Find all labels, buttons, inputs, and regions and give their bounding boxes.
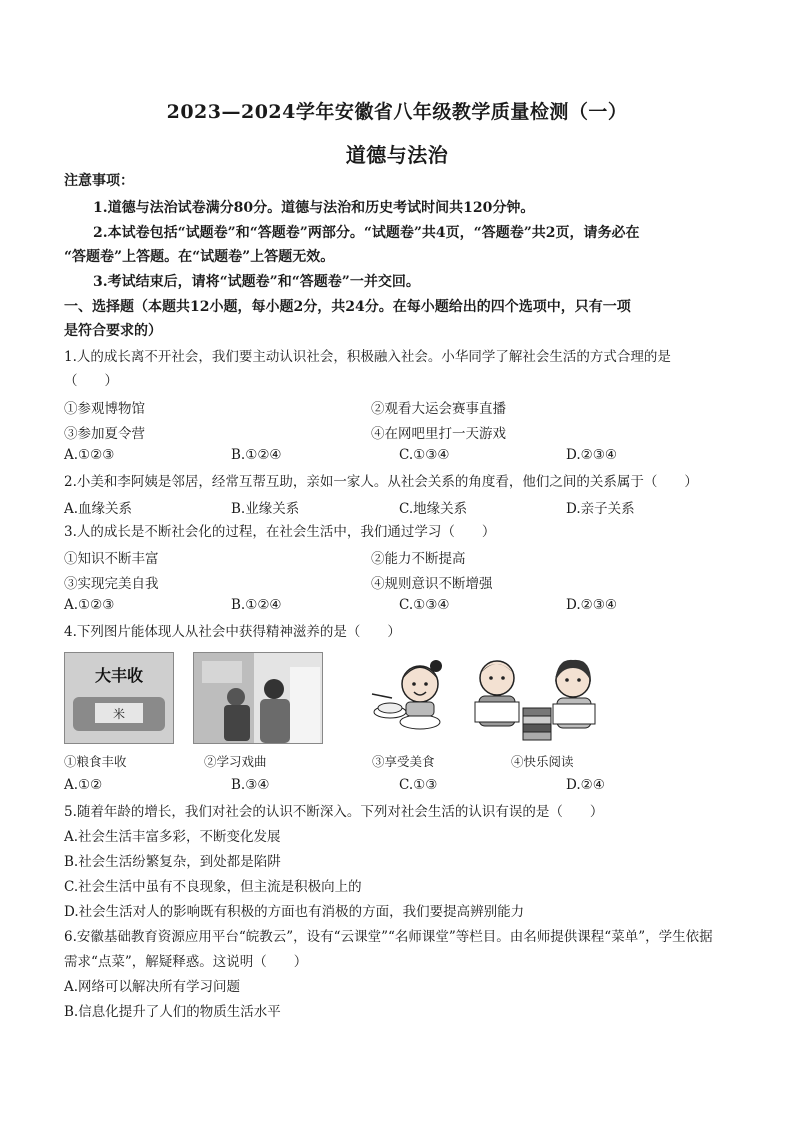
food-illustration — [362, 652, 452, 742]
reading-illustration — [465, 652, 607, 742]
note-item-2-line-2: “答题卷”上答题。在“试题卷”上答题无效。 — [64, 249, 335, 265]
q6-option-b: B.信息化提升了人们的物质生活水平 — [64, 1004, 281, 1020]
q1-option-c: C.①③④ — [399, 447, 450, 463]
food-picture — [362, 652, 452, 742]
q5-option-b: B.社会生活纷繁复杂，到处都是陷阱 — [64, 854, 281, 870]
q2-option-b: B.业缘关系 — [231, 501, 300, 517]
subject-title: 道德与法治 — [345, 143, 449, 167]
opera-picture — [193, 652, 323, 744]
q1-statement-4: ④在网吧里打一天游戏 — [371, 426, 506, 442]
q2-option-a: A.血缘关系 — [64, 501, 133, 517]
q3-statement-1: ①知识不断丰富 — [64, 551, 159, 567]
q4-option-a: A.①② — [64, 777, 103, 793]
q1-option-a: A.①②③ — [64, 447, 115, 463]
note-item-2-line-1: 2.本试卷包括“试题卷”和“答题卷”两部分。“试题卷”共4页，“答题卷”共2页，请务必在 — [93, 225, 640, 241]
q3-option-b: B.①②④ — [231, 597, 282, 613]
picture-caption-4: ④快乐阅读 — [511, 754, 574, 769]
q3-option-a: A.①②③ — [64, 597, 115, 613]
notes-heading: 注意事项： — [64, 173, 134, 189]
harvest-picture — [64, 652, 174, 744]
q4-option-b: B.③④ — [231, 777, 270, 793]
q5-option-a: A.社会生活丰富多彩，不断变化发展 — [64, 829, 281, 845]
q1-option-d: D.②③④ — [566, 447, 617, 463]
q3-stem: 3.人的成长是不断社会化的过程，在社会生活中，我们通过学习（ ） — [64, 524, 496, 540]
q6-stem-line-1: 6.安徽基础教育资源应用平台“皖教云”，设有“云课堂”“名师课堂”等栏目。由名师提供课程“菜单”，学生依据 — [64, 929, 713, 945]
note-item-1: 1.道德与法治试卷满分80分。道德与法治和历史考试时间共120分钟。 — [93, 200, 535, 216]
q5-stem: 5.随着年龄的增长，我们对社会的认识不断深入。下列对社会生活的认识有误的是（ ） — [64, 804, 604, 820]
q2-stem: 2.小美和李阿姨是邻居，经常互帮互助，亲如一家人。从社会关系的角度看，他们之间的关系属于（ ） — [64, 474, 698, 490]
q1-option-b: B.①②④ — [231, 447, 282, 463]
picture-caption-3: ③享受美食 — [372, 754, 435, 769]
reading-picture — [465, 652, 607, 742]
exam-title: 2023—2024学年安徽省八年级教学质量检测（一） — [166, 101, 628, 123]
picture-caption-1: ①粮食丰收 — [64, 754, 127, 769]
q5-option-c: C.社会生活中虽有不良现象，但主流是积极向上的 — [64, 879, 362, 895]
q2-option-d: D.亲子关系 — [566, 501, 635, 517]
harvest-banner-text: 大丰收 — [94, 666, 144, 685]
q5-option-d: D.社会生活对人的影响既有积极的方面也有消极的方面，我们要提高辨别能力 — [64, 904, 525, 920]
q3-option-c: C.①③④ — [399, 597, 450, 613]
picture-caption-2: ②学习戏曲 — [204, 754, 267, 769]
q3-option-d: D.②③④ — [566, 597, 617, 613]
q6-option-a: A.网络可以解决所有学习问题 — [64, 979, 241, 995]
opera-illustration — [194, 653, 322, 743]
q3-statement-3: ③实现完美自我 — [64, 576, 159, 592]
q1-bracket: （ ） — [64, 373, 118, 389]
q1-stem: 1.人的成长离不开社会，我们要主动认识社会，积极融入社会。小华同学了解社会生活的方式合理的是 — [64, 349, 671, 365]
harvest-bag-label: 米 — [112, 707, 126, 721]
q6-stem-line-2: 需求“点菜”，解疑释惑。这说明（ ） — [64, 954, 308, 970]
q3-statement-2: ②能力不断提高 — [371, 551, 466, 567]
section-heading-line-1: 一、选择题（本题共12小题，每小题2分，共24分。在每小题给出的四个选项中，只有一项 — [64, 299, 631, 315]
q1-statement-1: ①参观博物馆 — [64, 401, 145, 417]
q1-statement-2: ②观看大运会赛事直播 — [371, 401, 506, 417]
q4-option-d: D.②④ — [566, 777, 605, 793]
q4-option-c: C.①③ — [399, 777, 438, 793]
section-heading-line-2: 是符合要求的） — [64, 323, 162, 339]
note-item-3: 3.考试结束后，请将“试题卷”和“答题卷”一并交回。 — [93, 274, 420, 290]
q1-statement-3: ③参加夏令营 — [64, 426, 145, 442]
q4-stem: 4.下列图片能体现人从社会中获得精神滋养的是（ ） — [64, 624, 401, 640]
harvest-illustration — [65, 653, 173, 743]
q3-statement-4: ④规则意识不断增强 — [371, 576, 493, 592]
q2-option-c: C.地缘关系 — [399, 501, 468, 517]
